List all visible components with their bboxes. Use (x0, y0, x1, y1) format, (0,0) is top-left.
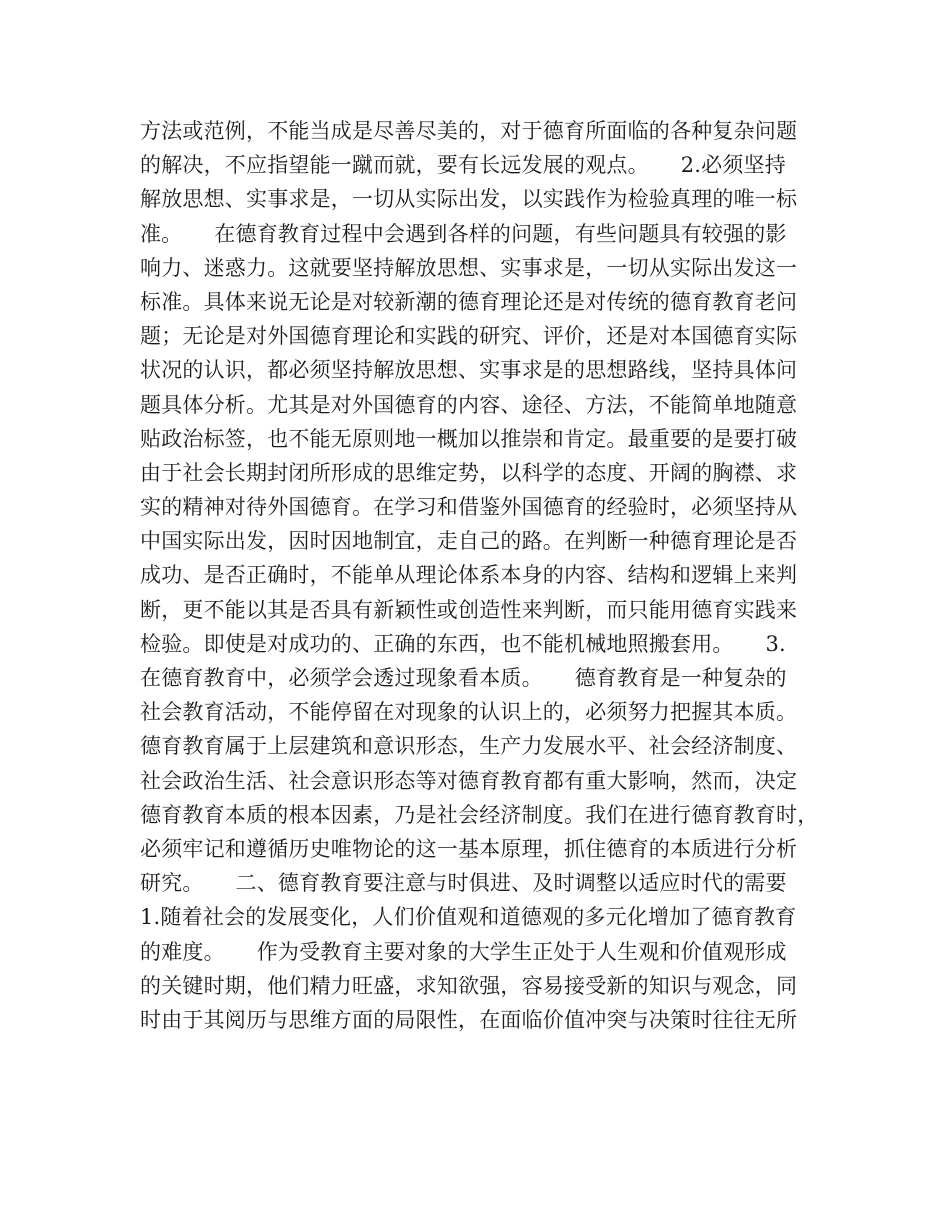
text-line: 准。 在德育教育过程中会遇到各样的问题，有些问题具有较强的影 (140, 221, 787, 246)
text-line: 成功、是否正确时，不能单从理论体系本身的内容、结构和逻辑上来判 (140, 563, 798, 588)
text-line: 1.随着社会的发展变化，人们价值观和道德观的多元化增加了德育教育 (140, 905, 797, 930)
text-line: 社会政治生活、社会意识形态等对德育教育都有重大影响，然而，决定 (140, 768, 798, 793)
text-line: 的关键时期，他们精力旺盛，求知欲强，容易接受新的知识与观念，同 (140, 973, 798, 998)
text-line: 社会教育活动，不能停留在对现象的认识上的，必须努力把握其本质。 (140, 700, 798, 725)
text-line: 贴政治标签，也不能无原则地一概加以推崇和肯定。最重要的是要打破 (140, 426, 798, 451)
text-line: 的解决，不应指望能一蹴而就，要有长远发展的观点。 2.必须坚持 (140, 153, 786, 178)
text-line: 时由于其阅历与思维方面的局限性，在面临价值冲突与决策时往往无所 (140, 1007, 798, 1032)
text-line: 德育教育本质的根本因素，乃是社会经济制度。我们在进行德育教育时， (140, 802, 819, 827)
text-line: 必须牢记和遵循历史唯物论的这一基本原理，抓住德育的本质进行分析 (140, 836, 798, 861)
text-line: 方法或范例，不能当成是尽善尽美的，对于德育所面临的各种复杂问题 (140, 119, 798, 143)
text-line: 状况的认识，都必须坚持解放思想、实事求是的思想路线，坚持具体问 (140, 358, 798, 383)
body-text (140, 114, 820, 1037)
text-line: 研究。 二、德育教育要注意与时俱进、及时调整以适应时代的需要 (140, 871, 787, 896)
text-line: 响力、迷惑力。这就要坚持解放思想、实事求是，一切从实际出发这一 (140, 255, 798, 280)
text-line: 题；无论是对外国德育理论和实践的研究、评价，还是对本国德育实际 (140, 324, 798, 349)
text-line: 实的精神对待外国德育。在学习和借鉴外国德育的经验时，必须坚持从 (140, 495, 798, 520)
text-line: 在德育教育中，必须学会透过现象看本质。 德育教育是一种复杂的 (140, 666, 787, 690)
text-line: 题具体分析。尤其是对外国德育的内容、途径、方法，不能简单地随意 (140, 392, 798, 417)
text-line: 检验。即使是对成功的、正确的东西，也不能机械地照搬套用。 3. (140, 631, 786, 656)
text-line: 德育教育属于上层建筑和意识形态，生产力发展水平、社会经济制度、 (140, 734, 798, 759)
text-line: 的难度。 作为受教育主要对象的大学生正处于人生观和价值观形成 (140, 939, 787, 964)
text-line: 标准。具体来说无论是对较新潮的德育理论还是对传统的德育教育老问 (140, 289, 798, 314)
text-line: 由于社会长期封闭所形成的思维定势，以科学的态度、开阔的胸襟、求 (140, 460, 798, 485)
text-line: 解放思想、实事求是，一切从实际出发，以实践作为检验真理的唯一标 (140, 187, 798, 212)
text-line: 断，更不能以其是否具有新颖性或创造性来判断，而只能用德育实践来 (140, 597, 798, 622)
text-line: 中国实际出发，因时因地制宜，走自己的路。在判断一种德育理论是否 (140, 529, 798, 554)
